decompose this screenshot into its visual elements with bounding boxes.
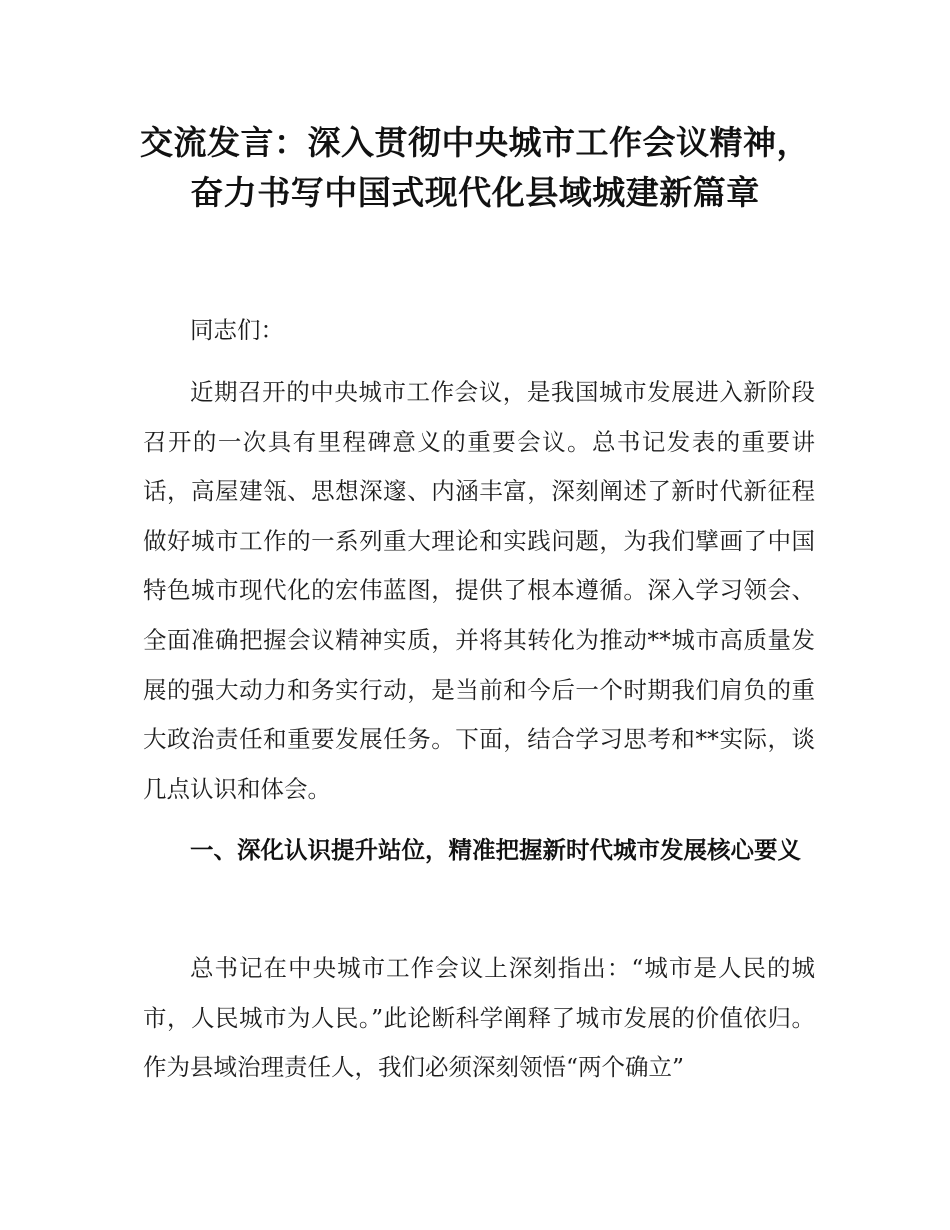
document-title xyxy=(100,118,850,218)
title-line-2: 奋力书写中国式现代化县域城建新篇章 xyxy=(190,173,760,212)
title-line-1: 交流发言：深入贯彻中央城市工作会议精神， xyxy=(140,123,810,162)
paragraph-section-1: 总书记在中央城市工作会议上深刻指出：“城市是人民的城市，人民城市为人民。”此论断科学阐释了城市发展的价值依归。作为县域治理责任人，我们必须深刻领悟“两个确立” xyxy=(143,954,815,1082)
paragraph-intro: 近期召开的中央城市工作会议，是我国城市发展进入新阶段召开的一次具有里程碑意义的重要会议。总书记发表的重要讲话，高屋建瓴、思想深邃、内涵丰富，深刻阐述了新时代新征程做好城市工作的一系列重大理论和实践问题，为我们擘画了中国特色城市现代化的宏伟蓝图，提供了根本遵循。深入学习领会、全面准确把握会议精神实质，并将其转化为推动**城市高质量发展的强大动力和务实行动，是当前和今后一个时期我们肩负的重大政治责任和重要发展任务。下面，结合学习思考和**实际，谈几点认识和体会。 xyxy=(143,378,815,803)
section-heading-1: 一、深化认识提升站位，精准把握新时代城市发展核心要义 xyxy=(190,836,801,864)
salutation: 同志们： xyxy=(190,316,284,344)
